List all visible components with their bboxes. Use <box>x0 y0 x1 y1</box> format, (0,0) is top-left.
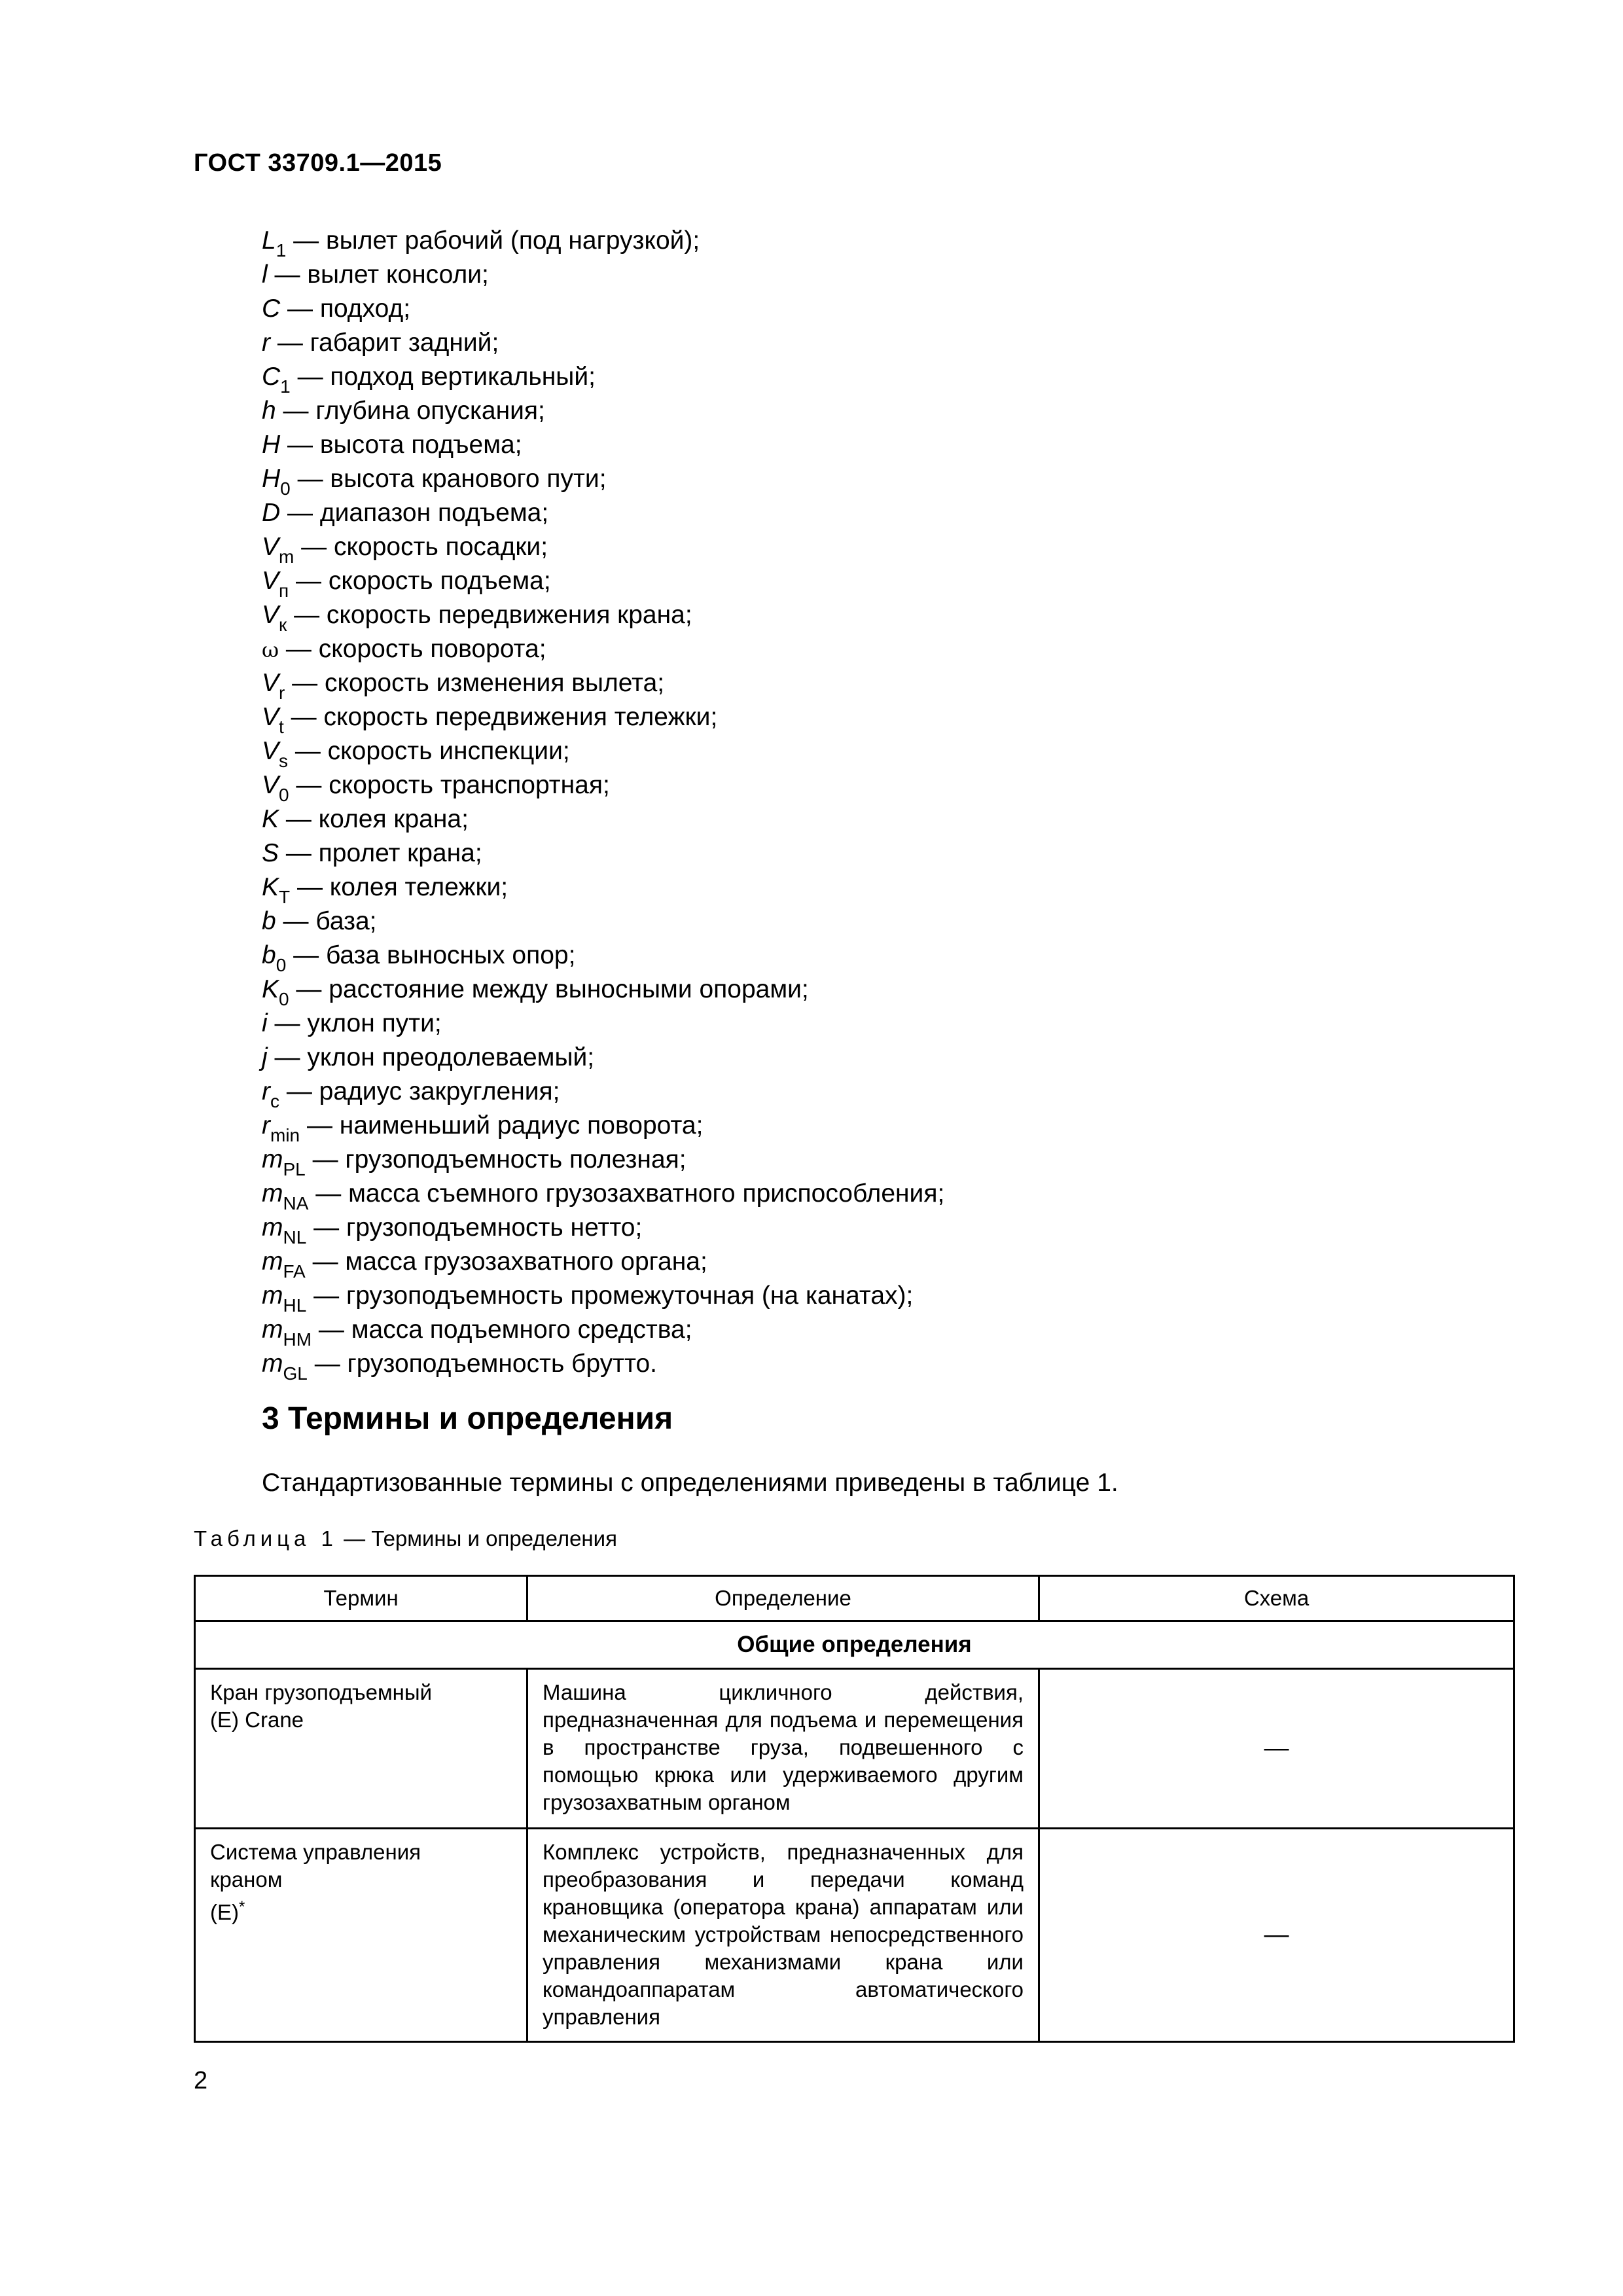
symbol-subscript: c <box>270 1091 279 1111</box>
symbol: K <box>262 873 279 901</box>
symbol-description: — скорость посадки; <box>294 533 548 561</box>
symbol: r <box>262 1111 270 1139</box>
term-cell <box>195 1669 527 1829</box>
symbol-item <box>262 1109 1505 1143</box>
symbol-subscript: к <box>279 615 287 635</box>
symbol-subscript: NL <box>283 1227 307 1247</box>
symbol-description: — высота кранового пути; <box>290 465 607 493</box>
symbol: V <box>262 737 279 765</box>
symbol-subscript: HL <box>283 1295 307 1316</box>
column-header-definition: Определение <box>527 1576 1039 1621</box>
symbol-subscript: FA <box>283 1261 306 1282</box>
symbol: m <box>262 1247 283 1276</box>
symbol: K <box>262 975 279 1003</box>
symbol-subscript: GL <box>283 1363 308 1384</box>
symbol: V <box>262 771 279 799</box>
symbol-item <box>262 870 1505 905</box>
symbol-subscript: m <box>279 547 294 567</box>
symbol-subscript: 0 <box>279 785 289 805</box>
symbol-item <box>262 394 1505 428</box>
symbol-description: — скорость передвижения тележки; <box>283 703 718 731</box>
symbol-item <box>262 1143 1505 1177</box>
symbol: l <box>262 260 268 289</box>
scheme-cell: — <box>1039 1829 1514 2042</box>
symbol-subscript: 0 <box>280 478 291 499</box>
symbol: m <box>262 1282 283 1310</box>
symbol: j <box>262 1043 268 1071</box>
symbol-description: — габарит задний; <box>270 329 499 357</box>
table-caption <box>194 1526 617 1551</box>
symbol-description: — колея крана; <box>279 805 469 833</box>
symbol-description: — уклон преодолеваемый; <box>267 1043 595 1071</box>
symbol-description: — вылет консоли; <box>267 260 489 289</box>
symbol-item <box>262 462 1505 499</box>
symbol-description: — подход вертикальный; <box>290 363 596 391</box>
symbol-description: — масса грузозахватного органа; <box>305 1247 707 1276</box>
symbol: H <box>262 465 281 493</box>
symbol: K <box>262 805 279 833</box>
symbol-description: — диапазон подъема; <box>280 499 549 527</box>
symbol: V <box>262 567 279 595</box>
table-row <box>195 1829 1514 2042</box>
symbol: m <box>262 1179 283 1208</box>
symbol-item <box>262 1313 1505 1350</box>
symbol-item <box>262 326 1505 360</box>
symbol-item <box>262 768 1505 805</box>
symbol: V <box>262 533 279 561</box>
term-english: (E) Crane <box>210 1708 304 1732</box>
symbol-description: — скорость изменения вылета; <box>285 669 665 697</box>
symbol-description: — уклон пути; <box>267 1009 442 1037</box>
symbol-description: — масса съемного грузозахватного приспособления; <box>308 1179 945 1208</box>
symbol-description: — скорость подъема; <box>289 567 551 595</box>
table-row <box>195 1669 1514 1829</box>
symbol-description: — скорость инспекции; <box>288 737 570 765</box>
symbol-description: — скорость передвижения крана; <box>287 601 692 629</box>
symbol-description: — радиус закругления; <box>279 1077 560 1105</box>
symbol-item <box>262 666 1505 703</box>
table-caption-text: — Термины и определения <box>337 1526 617 1551</box>
table-group-row <box>195 1621 1514 1669</box>
symbol: L <box>262 226 276 255</box>
symbol-item <box>262 1041 1505 1075</box>
definition-cell: Комплекс устройств, предназначенных для преобразования и передачи команд крановщика (оператора крана) аппаратам или механическим устройствам непосредственного управления механизмами крана или командоаппаратам автоматического управления <box>527 1829 1039 2042</box>
symbol-subscript: 0 <box>279 989 289 1009</box>
symbol-item <box>262 802 1505 836</box>
symbol: r <box>262 1077 270 1105</box>
term-english <box>210 1893 512 1926</box>
symbol: h <box>262 397 276 425</box>
symbol: i <box>262 1009 268 1037</box>
footnote-mark: * <box>239 1898 245 1916</box>
symbol-item <box>262 258 1505 292</box>
symbol-description: — грузоподъемность промежуточная (на канатах); <box>306 1282 914 1310</box>
symbol-description: — пролет крана; <box>279 839 482 867</box>
symbol: V <box>262 601 279 629</box>
symbol-subscript: s <box>279 751 289 771</box>
symbol-item <box>262 973 1505 1007</box>
symbol: C <box>262 295 281 323</box>
symbol-subscript: PL <box>283 1159 306 1179</box>
column-header-scheme: Схема <box>1039 1576 1514 1621</box>
symbol-item <box>262 1177 1505 1211</box>
symbol-description: — вылет рабочий (под нагрузкой); <box>286 226 700 255</box>
symbol-item <box>262 1007 1505 1041</box>
column-header-term: Термин <box>195 1576 527 1621</box>
symbol: m <box>262 1145 283 1174</box>
symbol-item <box>262 632 1505 666</box>
symbol: D <box>262 499 281 527</box>
symbol-description: — грузоподъемность нетто; <box>306 1213 643 1242</box>
term-name: Система управления <box>210 1840 421 1864</box>
symbol-item <box>262 496 1505 530</box>
symbol: ω <box>262 637 279 662</box>
term-name: Кран грузоподъемный <box>210 1680 433 1704</box>
symbol-item <box>262 564 1505 601</box>
symbol: r <box>262 329 270 357</box>
section-intro: Стандартизованные термины с определениями приведены в таблице 1. <box>262 1469 1118 1497</box>
section-title: 3 Термины и определения <box>262 1401 673 1436</box>
standard-header: ГОСТ 33709.1—2015 <box>194 149 442 177</box>
symbol-description: — подход; <box>280 295 411 323</box>
symbol-description: — база выносных опор; <box>286 941 576 969</box>
symbol-description: — колея тележки; <box>290 873 508 901</box>
symbol-item <box>262 598 1505 635</box>
symbol-subscript: t <box>279 717 284 737</box>
symbol-item <box>262 1245 1505 1282</box>
symbol-subscript: NA <box>283 1193 309 1213</box>
symbol-description: — высота подъема; <box>280 431 522 459</box>
term-name-cont: краном <box>210 1867 283 1892</box>
page-number: 2 <box>194 2067 208 2094</box>
symbol: C <box>262 363 281 391</box>
symbol-description: — масса подъемного средства; <box>312 1316 692 1344</box>
symbol-item <box>262 224 1505 258</box>
symbol-item <box>262 1211 1505 1245</box>
symbol-item <box>262 1347 1505 1384</box>
symbol-subscript: r <box>279 683 285 703</box>
symbol: V <box>262 703 279 731</box>
term-english-label: (E) <box>210 1900 239 1924</box>
symbol: m <box>262 1350 283 1378</box>
definition-cell: Машина цикличного действия, предназначенная для подъема и перемещения в пространстве груза, подвешенного с помощью крюка или удерживаемого другим грузозахватным органом <box>527 1669 1039 1829</box>
symbol-item <box>262 836 1505 870</box>
symbols-list <box>262 224 1505 1384</box>
symbol: H <box>262 431 281 459</box>
term-cell <box>195 1829 527 2042</box>
terms-table <box>194 1575 1515 2043</box>
table-caption-label: Таблица 1 <box>194 1526 338 1551</box>
symbol-description: — наименьший радиус поворота; <box>300 1111 704 1139</box>
symbol-subscript: T <box>279 887 291 907</box>
symbol-item <box>262 1279 1505 1316</box>
symbol-item <box>262 939 1505 973</box>
symbol-subscript: HM <box>283 1329 312 1350</box>
symbol-item <box>262 530 1505 567</box>
symbol-item <box>262 360 1505 397</box>
scheme-cell: — <box>1039 1669 1514 1829</box>
group-title: Общие определения <box>195 1621 1514 1669</box>
symbol: b <box>262 907 276 935</box>
symbol-subscript: 1 <box>280 376 291 397</box>
symbol-item <box>262 700 1505 737</box>
symbol: m <box>262 1213 283 1242</box>
symbol-description: — расстояние между выносными опорами; <box>289 975 809 1003</box>
symbol-description: — скорость транспортная; <box>289 771 610 799</box>
table-header-row <box>195 1576 1514 1621</box>
symbol-item <box>262 428 1505 462</box>
symbol: S <box>262 839 279 867</box>
symbol-subscript: п <box>279 581 289 601</box>
symbol-subscript: 0 <box>276 955 287 975</box>
symbol-description: — глубина опускания; <box>276 397 545 425</box>
symbol-subscript: 1 <box>276 240 287 260</box>
symbol: b <box>262 941 276 969</box>
symbol-subscript: min <box>270 1125 300 1145</box>
symbol: m <box>262 1316 283 1344</box>
symbol-item <box>262 292 1505 326</box>
symbol-description: — грузоподъемность брутто. <box>307 1350 658 1378</box>
symbol: V <box>262 669 279 697</box>
symbol-description: — скорость поворота; <box>279 635 546 663</box>
symbol-description: — база; <box>276 907 377 935</box>
symbol-description: — грузоподъемность полезная; <box>305 1145 687 1174</box>
symbol-item <box>262 905 1505 939</box>
symbol-item <box>262 734 1505 771</box>
symbol-item <box>262 1075 1505 1109</box>
